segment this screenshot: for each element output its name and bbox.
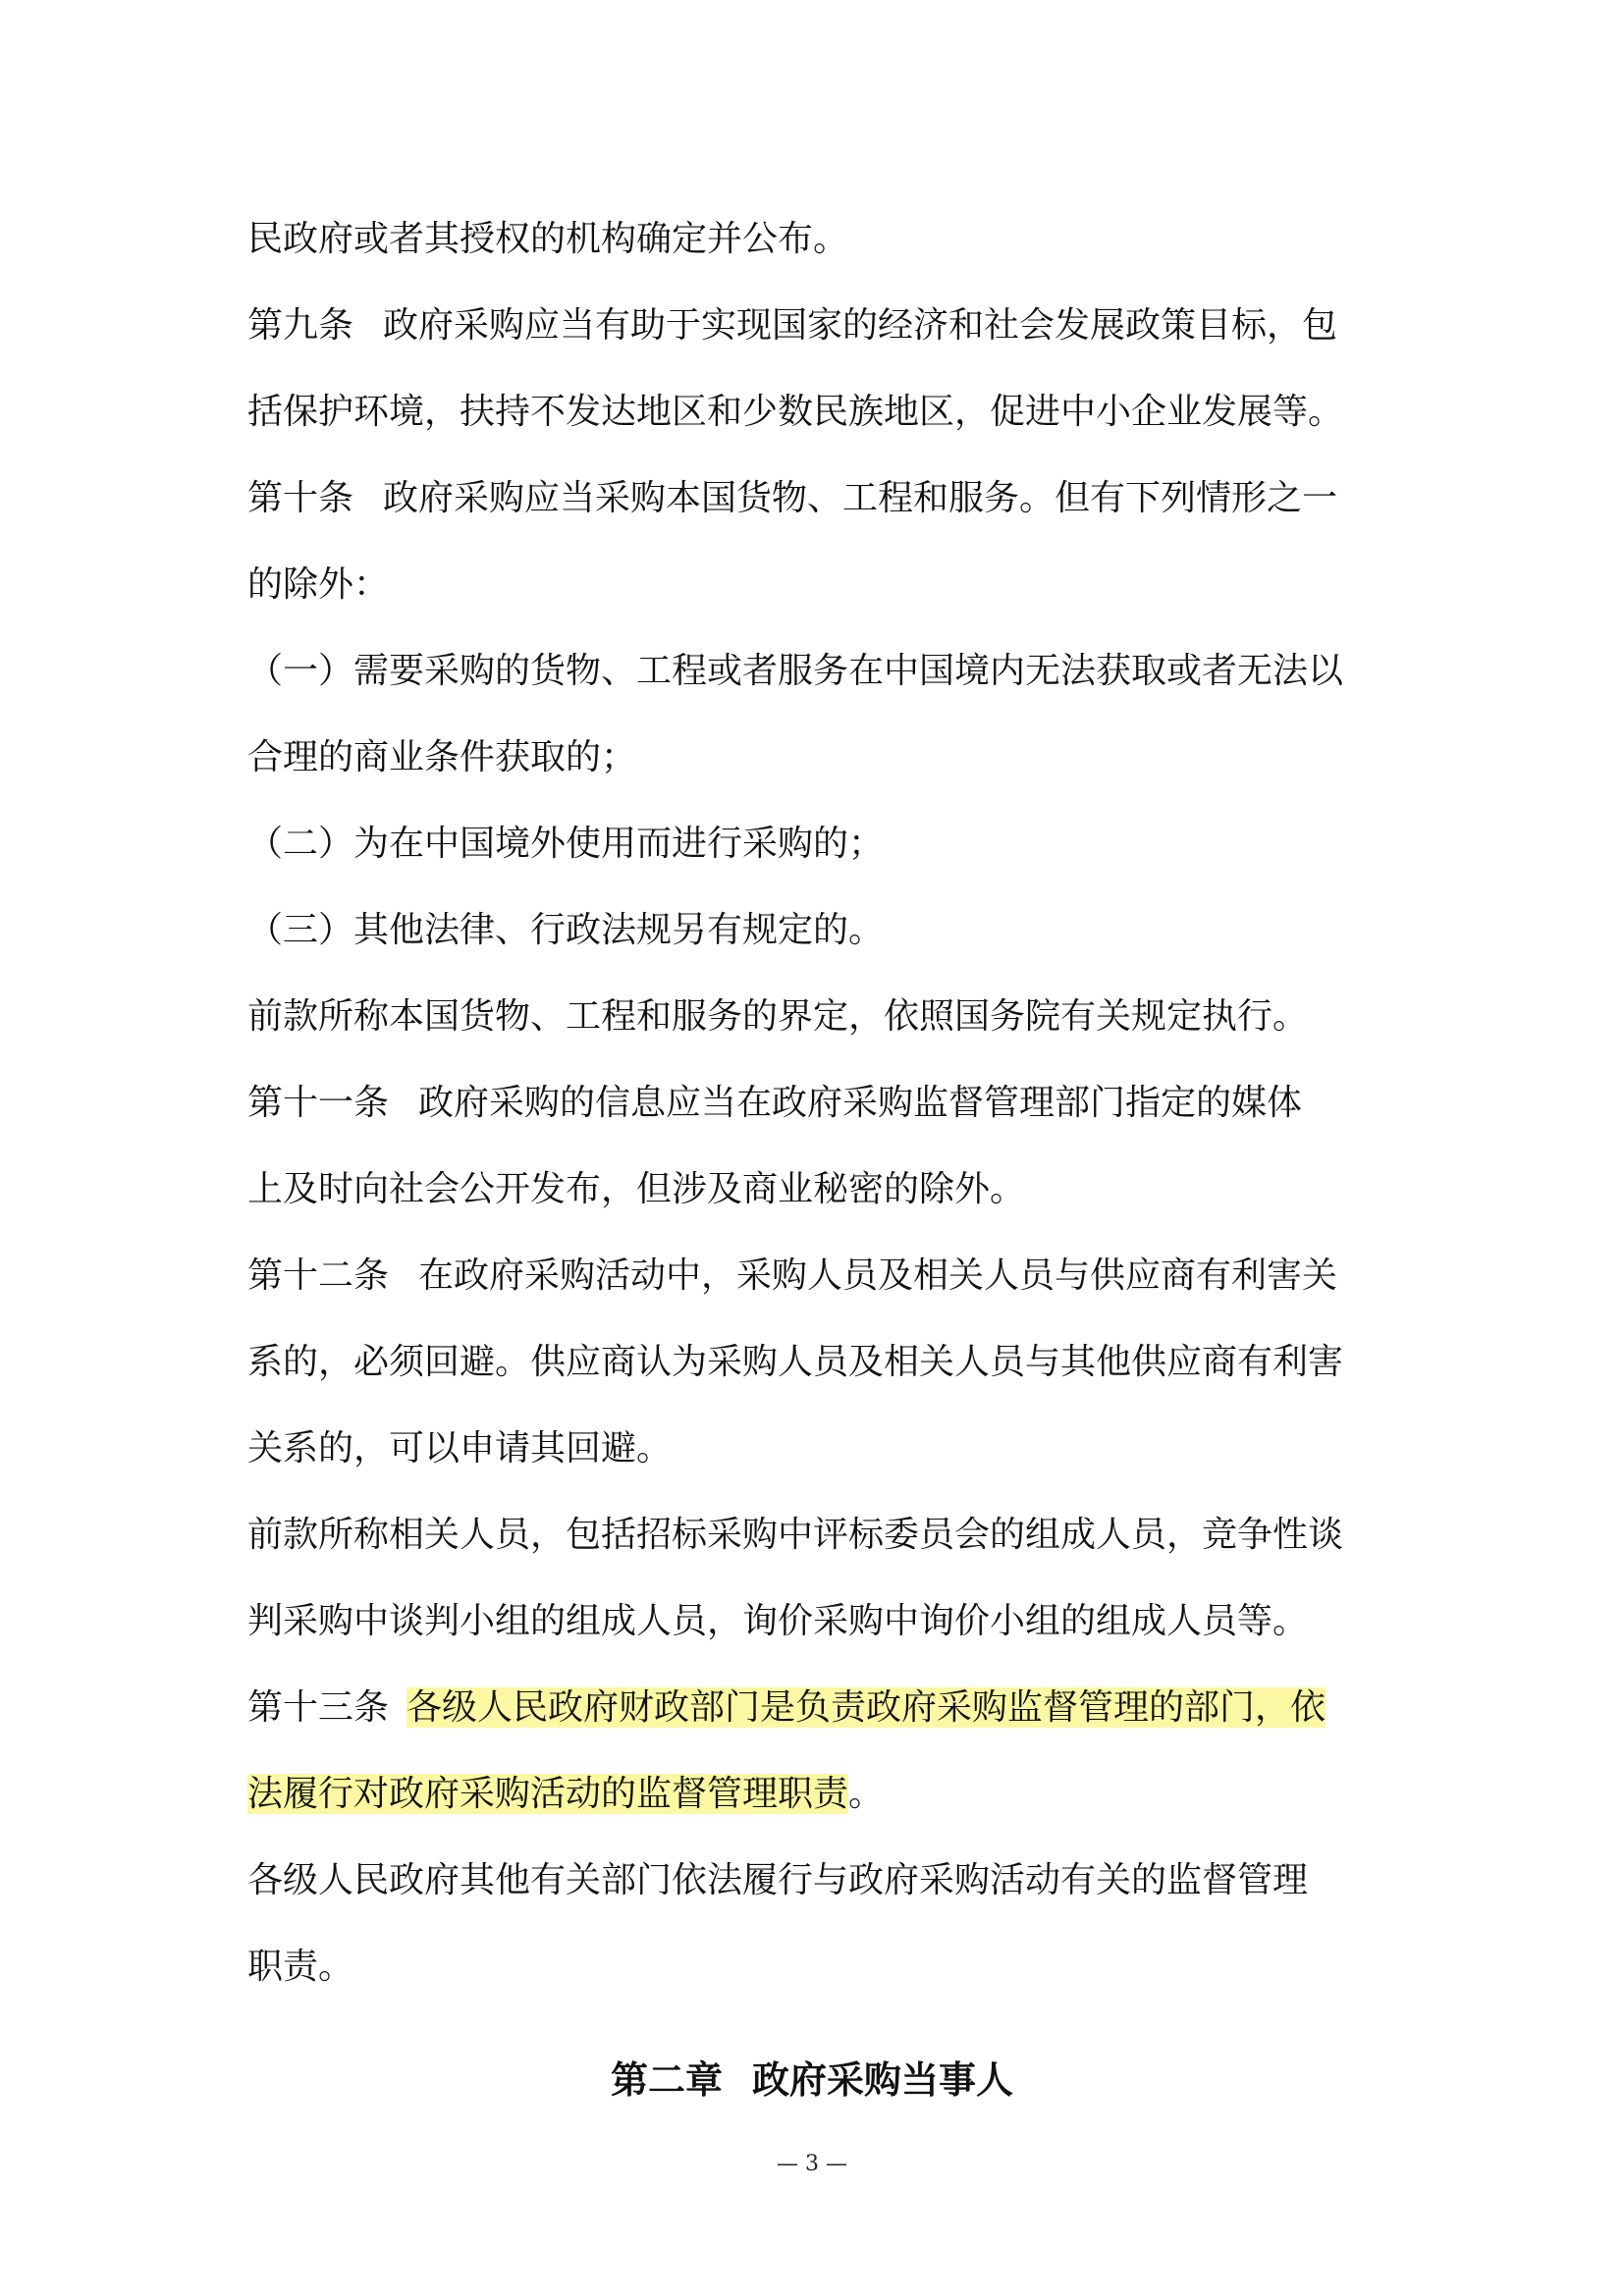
line-text: 合理的商业条件获取的； [247, 737, 637, 777]
line-text: （二）为在中国境外使用而进行采购的； [247, 824, 885, 864]
line-text: 系的，必须回避。供应商认为采购人员及相关人员与其他供应商有利害 [247, 1342, 1344, 1382]
article-text: 政府采购的信息应当在政府采购监督管理部门指定的媒体 [418, 1083, 1303, 1123]
highlighted-text: 各级人民政府财政部门是负责政府采购监督管理的部门，依 [406, 1687, 1326, 1728]
text-line [247, 1855, 1396, 1906]
text-line [247, 732, 1396, 783]
text-line [247, 214, 1396, 265]
article-number: 第十一条 [247, 1083, 390, 1123]
list-item [247, 819, 1396, 870]
article-12 [247, 1251, 1396, 1302]
text-line [247, 1596, 1396, 1647]
article-text: 在政府采购活动中，采购人员及相关人员与供应商有利害关 [418, 1255, 1338, 1296]
text-line [247, 560, 1396, 611]
line-text: （一）需要采购的货物、工程或者服务在中国境内无法获取或者无法以 [247, 651, 1344, 691]
line-text: （三）其他法律、行政法规另有规定的。 [247, 910, 885, 950]
text-line [247, 1423, 1396, 1474]
article-text: 政府采购应当采购本国货物、工程和服务。但有下列情形之一 [383, 478, 1338, 518]
line-text: 括保护环境，扶持不发达地区和少数民族地区，促进中小企业发展等。 [247, 392, 1344, 432]
list-item [247, 646, 1396, 697]
text-line [247, 387, 1396, 438]
text-line [247, 1164, 1396, 1215]
article-number: 第九条 [247, 305, 354, 346]
list-item [247, 905, 1396, 956]
line-text: 职责。 [247, 1947, 354, 1987]
highlighted-text: 法履行对政府采购活动的监督管理职责 [247, 1774, 849, 1814]
article-10 [247, 473, 1396, 524]
line-text: 民政府或者其授权的机构确定并公布。 [247, 219, 849, 259]
chapter-title: 政府采购当事人 [752, 2058, 1014, 2102]
line-text: 。 [848, 1774, 885, 1814]
text-line [247, 1769, 1396, 1820]
article-11 [247, 1078, 1396, 1129]
article-text: 政府采购应当有助于实现国家的经济和社会发展政策目标，包 [383, 305, 1338, 346]
article-number: 第十条 [247, 478, 354, 518]
text-line [247, 1337, 1396, 1388]
chapter-number: 第二章 [610, 2058, 723, 2102]
text-line [247, 991, 1396, 1042]
line-text: 上及时向社会公开发布，但涉及商业秘密的除外。 [247, 1169, 1026, 1209]
line-text: 判采购中谈判小组的组成人员，询价采购中询价小组的组成人员等。 [247, 1601, 1309, 1641]
text-line [247, 1510, 1396, 1561]
line-text: 前款所称相关人员，包括招标采购中评标委员会的组成人员，竞争性谈 [247, 1515, 1344, 1555]
article-9 [247, 300, 1396, 351]
chapter-heading [0, 2054, 1624, 2107]
page-number: — 3 — [777, 2152, 847, 2176]
line-text: 的除外： [247, 564, 390, 605]
line-text: 各级人民政府其他有关部门依法履行与政府采购活动有关的监督管理 [247, 1860, 1309, 1900]
line-text: 前款所称本国货物、工程和服务的界定，依照国务院有关规定执行。 [247, 996, 1309, 1037]
article-number: 第十三条 [247, 1687, 390, 1728]
article-number: 第十二条 [247, 1255, 390, 1296]
line-text: 关系的，可以申请其回避。 [247, 1428, 673, 1468]
article-13 [247, 1682, 1396, 1734]
text-line [247, 1942, 1396, 1993]
